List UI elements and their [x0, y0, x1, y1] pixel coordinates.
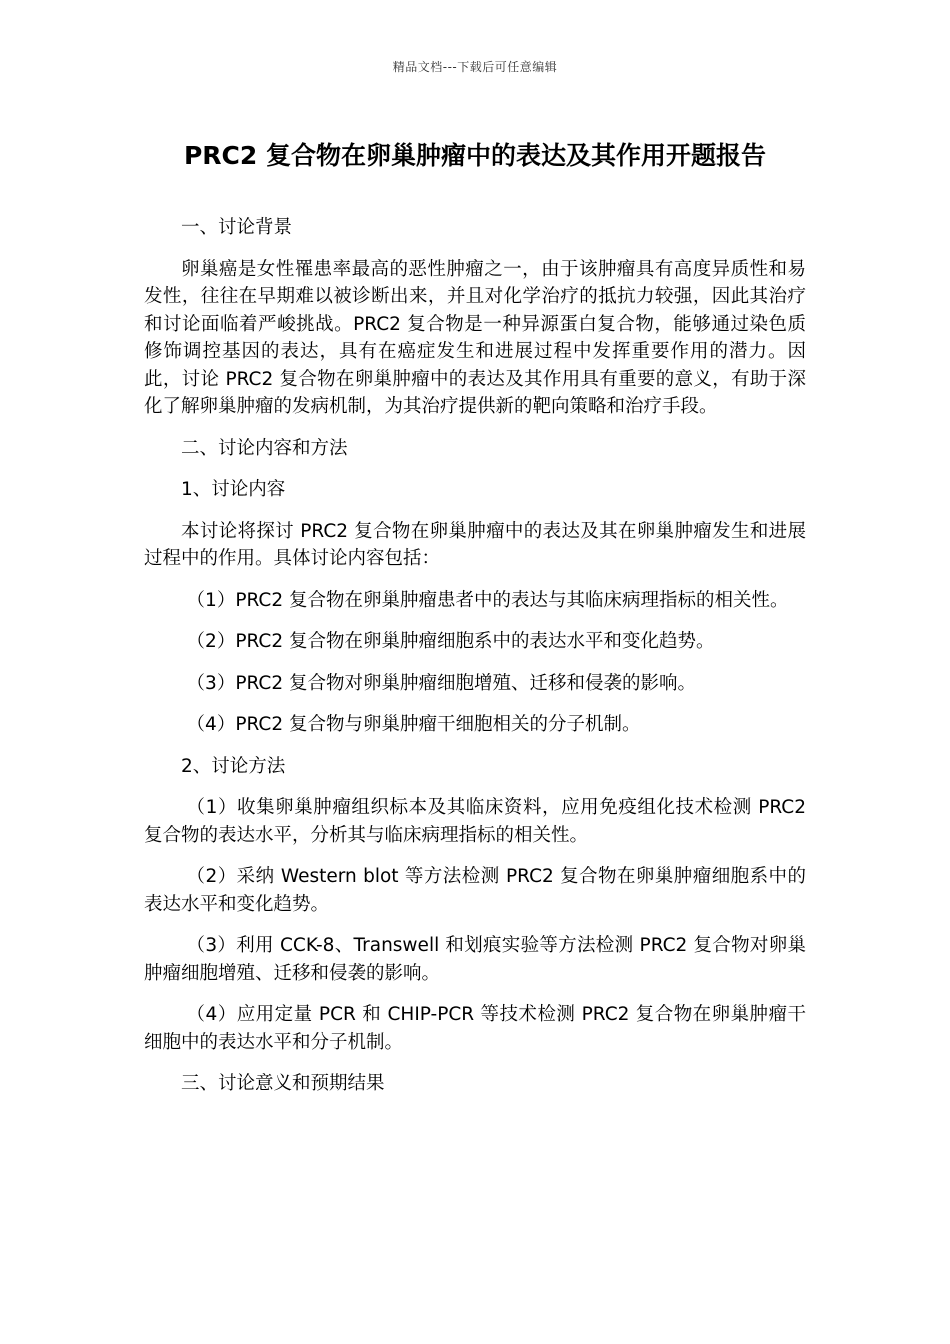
method-item-1: （1）收集卵巢肿瘤组织标本及其临床资料，应用免疫组化技术检测 PRC2 复合物的表达水平，分析其与临床病理指标的相关性。	[144, 797, 806, 846]
section-heading-content-methods: 二、讨论内容和方法	[181, 437, 348, 459]
paragraph-content-intro: 本讨论将探讨 PRC2 复合物在卵巢肿瘤中的表达及其在卵巢肿瘤发生和进展过程中的作用。具体讨论内容包括：	[144, 520, 806, 569]
subheading-content: 1、讨论内容	[181, 479, 286, 500]
method-item-3: （3）利用 CCK-8、Transwell 和划痕实验等方法检测 PRC2 复合物对卵巢肿瘤细胞增殖、迁移和侵袭的影响。	[144, 935, 806, 984]
method-item-2: （2）采纳 Western blot 等方法检测 PRC2 复合物在卵巢肿瘤细胞系中的表达水平和变化趋势。	[144, 866, 806, 915]
document-body	[144, 214, 806, 1112]
method-item-4: （4）应用定量 PCR 和 CHIP-PCR 等技术检测 PRC2 复合物在卵巢肿瘤干细胞中的表达水平和分子机制。	[144, 1004, 806, 1053]
section-heading-background: 一、讨论背景	[181, 217, 293, 238]
content-item-1: （1）PRC2 复合物在卵巢肿瘤患者中的表达与其临床病理指标的相关性。	[186, 589, 789, 611]
subheading-methods: 2、讨论方法	[181, 755, 286, 777]
content-item-3: （3）PRC2 复合物对卵巢肿瘤细胞增殖、迁移和侵袭的影响。	[186, 672, 696, 694]
document-title: PRC2 复合物在卵巢肿瘤中的表达及其作用开题报告	[183, 141, 767, 170]
content-item-2: （2）PRC2 复合物在卵巢肿瘤细胞系中的表达水平和变化趋势。	[186, 631, 715, 652]
paragraph-background: 卵巢癌是女性罹患率最高的恶性肿瘤之一，由于该肿瘤具有高度异质性和易发性，往往在早期难以被诊断出来，并且对化学治疗的抵抗力较强，因此其治疗和讨论面临着严峻挑战。PRC2 复合物是一种异源蛋白复合物，能够通过染色质修饰调控基因的表达，具有在癌症发生和进展过程中发挥重要作用的潜力。因此，讨论 PRC2 复合物在卵巢肿瘤中的表达及其作用具有重要的意义，有助于深化了解卵巢肿瘤的发病机制，为其治疗提供新的靶向策略和治疗手段。	[144, 258, 806, 417]
section-heading-significance: 三、讨论意义和预期结果	[181, 1073, 385, 1094]
content-item-4: （4）PRC2 复合物与卵巢肿瘤干细胞相关的分子机制。	[186, 714, 641, 735]
header-note: 精品文档---下载后可任意编辑	[392, 60, 558, 74]
